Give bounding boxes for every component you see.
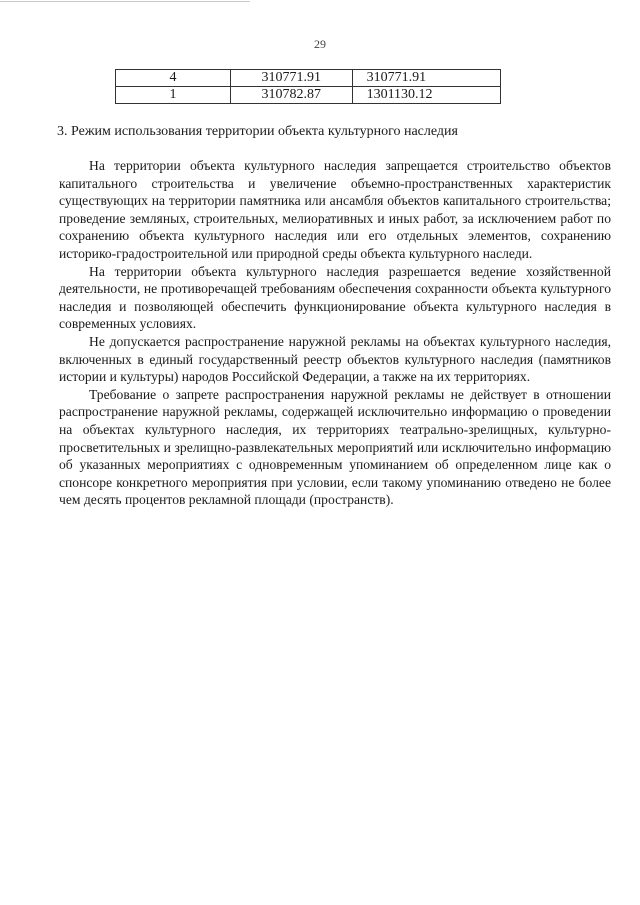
table-row	[116, 70, 501, 87]
table-cell-point: 4	[116, 70, 231, 87]
paragraph: Не допускается распространение наружной рекламы на объектах культурного наследия, включенных в единый государственный реестр объектов культурного наследия (памятников истории и культуры) народов Российской Федерации, а также на их территориях.	[59, 333, 611, 385]
paragraph: На территории объекта культурного наследия запрещается строительство объектов капитального строительства и увеличение объемно-пространственных характеристик существующих на территории памятника или ансамбля объектов капитального строительства; проведение земляных, строительных, мелиоративных и иных работ, за исключением работ по сохранению объекта культурного наследия или его отдельных элементов, сохранению историко-градостроительной или природной среды объекта культурного наследи.	[59, 158, 611, 261]
table-cell-point: 1	[116, 87, 231, 104]
table-cell-x: 310771.91	[230, 70, 352, 87]
section-title: 3. Режим использования территории объекта культурного наследия	[57, 124, 458, 139]
page-number: 29	[314, 37, 326, 51]
table-cell-y: 1301130.12	[352, 87, 500, 104]
paragraph: Требование о запрете распространения наружной рекламы не действует в отношении распространение наружной рекламы, содержащей исключительно информацию о проведении на объектах культурного наследия, их территориях театрально-зрелищных, культурно-просветительных и зрелищно-развлекательных мероприятий или исключительно информацию об указанных мероприятиях с одновременным упоминанием об определенном лице как о спонсоре конкретного мероприятия при условии, если такому упоминанию отведено не более чем десять процентов рекламной площади (пространств).	[59, 386, 611, 508]
body-text	[59, 157, 611, 509]
table-row	[116, 87, 501, 104]
coordinates-table	[115, 69, 501, 104]
table-cell-x: 310782.87	[230, 87, 352, 104]
table-cell-y: 310771.91	[352, 70, 500, 87]
top-scan-rule	[0, 1, 250, 2]
paragraph: На территории объекта культурного наследия разрешается ведение хозяйственной деятельности, не противоречащей требованиям обеспечения сохранности объекта культурного наследия и позволяющей обеспечить функционирование объекта культурного наследия в современных условиях.	[59, 263, 611, 332]
